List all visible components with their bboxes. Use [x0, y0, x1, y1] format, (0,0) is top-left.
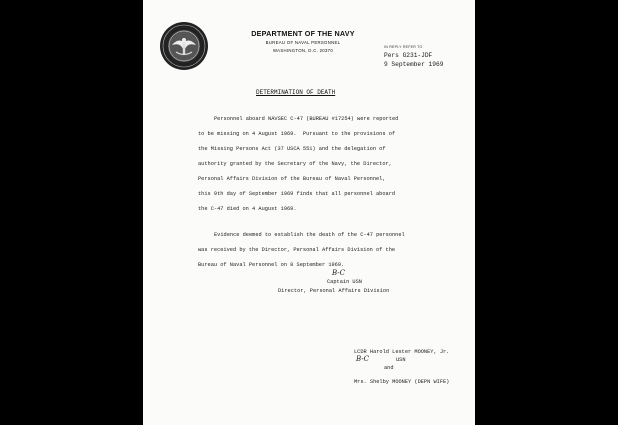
paragraph-line: Personnel aboard NAVSEC C-47 (BUREAU #17254) were reported — [214, 116, 399, 122]
recipient-initials: B-C — [356, 355, 369, 363]
paragraph-line: to be missing on 4 August 1969. Pursuant to the provisions of — [198, 131, 396, 137]
letterhead-bureau: BUREAU OF NAVAL PERSONNEL — [265, 40, 341, 45]
letterhead-department: DEPARTMENT OF THE NAVY — [251, 29, 355, 38]
reference-date: 9 September 1969 — [384, 61, 444, 68]
conjunction-and: and — [384, 365, 394, 371]
document-title: DETERMINATION OF DEATH — [256, 89, 336, 96]
recipient-spouse: Mrs. Shelby MOONEY (DEPN WIFE) — [354, 379, 450, 385]
reply-refer-label: IN REPLY REFER TO — [384, 45, 423, 49]
signer-rank: Captain USN — [327, 279, 362, 285]
paragraph-line: Personal Affairs Division of the Bureau of Naval Personnel, — [198, 176, 386, 182]
navy-seal-icon — [159, 21, 209, 71]
recipient-name: LCDR Harold Lester MOONEY, Jr. — [354, 349, 450, 355]
paragraph-line: authority granted by the Secretary of the Navy, the Director, — [198, 161, 392, 167]
signature-initials: B-C — [332, 269, 345, 277]
paragraph-line: the C-47 died on 4 August 1969. — [198, 206, 297, 212]
paragraph-line: Bureau of Naval Personnel on 8 September 1969. — [198, 262, 345, 268]
paragraph-line: was received by the Director, Personal Affairs Division of the — [198, 247, 396, 253]
recipient-service: USN — [396, 357, 406, 363]
signer-title: Director, Personal Affairs Division — [278, 288, 390, 294]
letterhead-address: WASHINGTON, D.C. 20370 — [272, 48, 334, 53]
reference-code: Pers G231-JDF — [384, 52, 433, 59]
document-page — [143, 0, 475, 425]
paragraph-line: this 9th day of September 1969 finds that all personnel aboard — [198, 191, 396, 197]
paragraph-line: the Missing Persons Act (37 USCA 551) and the delegation of — [198, 146, 386, 152]
paragraph-line: Evidence deemed to establish the death of the C-47 personnel — [214, 232, 405, 238]
